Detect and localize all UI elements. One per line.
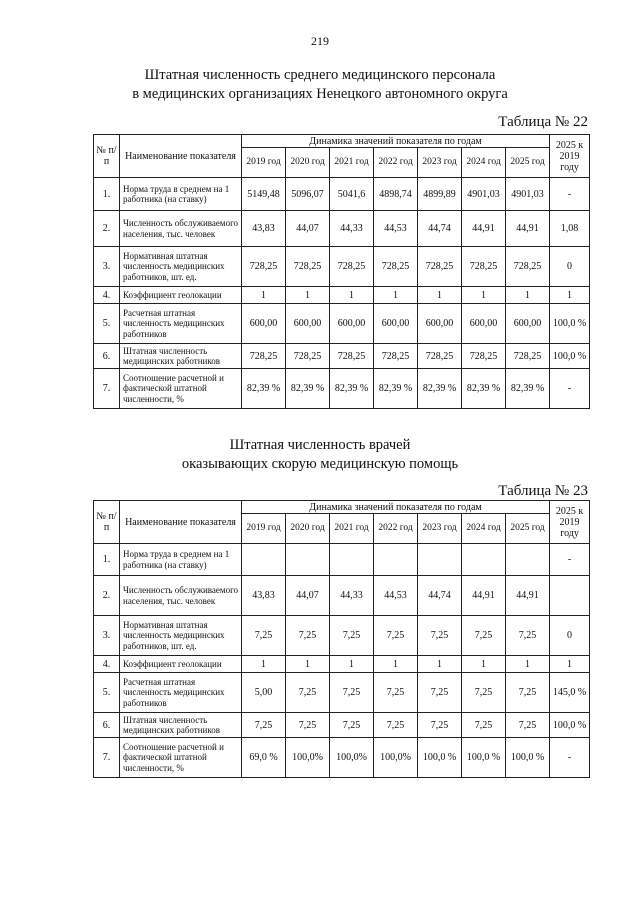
year-value	[286, 544, 330, 576]
year-value: 44,07	[286, 211, 330, 247]
header-year: 2020 год	[286, 148, 330, 178]
year-value: 7,25	[418, 616, 462, 656]
year-value: 82,39 %	[242, 369, 286, 409]
indicator-name: Расчетная штатная численность медицинских работников	[120, 304, 242, 344]
year-value: 1	[242, 656, 286, 673]
total-change: 1,08	[550, 211, 590, 247]
year-value: 1	[506, 656, 550, 673]
row-number: 3.	[94, 616, 120, 656]
row-number: 6.	[94, 344, 120, 369]
year-value: 7,25	[506, 616, 550, 656]
year-value: 44,07	[286, 576, 330, 616]
total-change: 145,0 %	[550, 673, 590, 713]
year-value: 728,25	[418, 344, 462, 369]
table-row	[94, 713, 590, 738]
header-year: 2019 год	[242, 514, 286, 544]
table-23-heading	[0, 436, 640, 474]
header-dynamics: Динамика значений показателя по годам	[242, 501, 550, 514]
header-year: 2022 год	[374, 148, 418, 178]
header-indicator-name: Наименование показателя	[120, 135, 242, 178]
year-value: 7,25	[462, 713, 506, 738]
table-row	[94, 287, 590, 304]
table-22-label: Таблица № 22	[498, 114, 588, 130]
table-row	[94, 247, 590, 287]
total-change: 1	[550, 656, 590, 673]
year-value: 69,0 %	[242, 738, 286, 778]
header-year: 2022 год	[374, 514, 418, 544]
row-number: 1.	[94, 544, 120, 576]
year-value: 5041,6	[330, 178, 374, 211]
total-change: 100,0 %	[550, 344, 590, 369]
indicator-name: Нормативная штатная численность медицинских работников, шт. ед.	[120, 616, 242, 656]
table-22-heading-line-2: в медицинских организациях Ненецкого автономного округа	[132, 86, 508, 102]
year-value: 43,83	[242, 211, 286, 247]
row-number: 7.	[94, 369, 120, 409]
year-value: 100,0 %	[418, 738, 462, 778]
header-year: 2021 год	[330, 514, 374, 544]
year-value: 4901,03	[462, 178, 506, 211]
year-value: 5149,48	[242, 178, 286, 211]
header-year: 2024 год	[462, 148, 506, 178]
year-value: 7,25	[374, 616, 418, 656]
year-value: 7,25	[242, 616, 286, 656]
indicator-name: Расчетная штатная численность медицинских работников	[120, 673, 242, 713]
year-value: 7,25	[418, 713, 462, 738]
year-value: 82,39 %	[374, 369, 418, 409]
row-number: 2.	[94, 576, 120, 616]
year-value: 44,91	[506, 211, 550, 247]
header-number: № п/п	[94, 135, 120, 178]
total-change: 100,0 %	[550, 304, 590, 344]
year-value: 1	[242, 287, 286, 304]
row-number: 4.	[94, 656, 120, 673]
year-value: 100,0 %	[506, 738, 550, 778]
year-value	[506, 544, 550, 576]
year-value: 44,53	[374, 211, 418, 247]
total-change: -	[550, 178, 590, 211]
year-value: 7,25	[330, 616, 374, 656]
table-row	[94, 576, 590, 616]
year-value	[330, 544, 374, 576]
year-value: 1	[374, 287, 418, 304]
indicator-name: Коэффициент геолокации	[120, 287, 242, 304]
year-value: 728,25	[242, 344, 286, 369]
year-value: 728,25	[330, 247, 374, 287]
year-value: 44,74	[418, 576, 462, 616]
year-value: 728,25	[462, 247, 506, 287]
year-value: 5096,07	[286, 178, 330, 211]
year-value: 4898,74	[374, 178, 418, 211]
year-value: 600,00	[330, 304, 374, 344]
year-value: 1	[506, 287, 550, 304]
year-value: 1	[418, 287, 462, 304]
year-value: 44,74	[418, 211, 462, 247]
year-value: 728,25	[374, 344, 418, 369]
year-value: 600,00	[242, 304, 286, 344]
year-value: 100,0%	[286, 738, 330, 778]
year-value: 1	[374, 656, 418, 673]
table-23-heading-line-1: Штатная численность врачей	[229, 437, 411, 453]
header-year: 2020 год	[286, 514, 330, 544]
indicator-name: Норма труда в среднем на 1 работника (на ставку)	[120, 544, 242, 576]
year-value: 1	[418, 656, 462, 673]
year-value: 7,25	[462, 673, 506, 713]
table-23	[93, 500, 590, 778]
year-value: 728,25	[462, 344, 506, 369]
year-value: 600,00	[462, 304, 506, 344]
year-value: 728,25	[286, 344, 330, 369]
indicator-name: Норма труда в среднем на 1 работника (на ставку)	[120, 178, 242, 211]
header-year: 2019 год	[242, 148, 286, 178]
year-value: 7,25	[286, 616, 330, 656]
header-year: 2024 год	[462, 514, 506, 544]
year-value	[462, 544, 506, 576]
year-value: 7,25	[374, 713, 418, 738]
row-number: 5.	[94, 673, 120, 713]
table-22-heading	[0, 66, 640, 104]
indicator-name: Численность обслуживаемого населения, тыс. человек	[120, 211, 242, 247]
table-row	[94, 304, 590, 344]
header-number: № п/п	[94, 501, 120, 544]
table-row	[94, 673, 590, 713]
table-row	[94, 211, 590, 247]
year-value: 1	[462, 656, 506, 673]
year-value: 100,0%	[374, 738, 418, 778]
year-value: 600,00	[286, 304, 330, 344]
row-number: 5.	[94, 304, 120, 344]
year-value: 1	[462, 287, 506, 304]
total-change: -	[550, 738, 590, 778]
year-value: 7,25	[330, 673, 374, 713]
indicator-name: Коэффициент геолокации	[120, 656, 242, 673]
year-value: 100,0 %	[462, 738, 506, 778]
year-value: 728,25	[506, 247, 550, 287]
header-year: 2025 год	[506, 148, 550, 178]
row-number: 6.	[94, 713, 120, 738]
header-indicator-name: Наименование показателя	[120, 501, 242, 544]
row-number: 2.	[94, 211, 120, 247]
total-change	[550, 576, 590, 616]
year-value: 728,25	[330, 344, 374, 369]
total-change: -	[550, 369, 590, 409]
year-value: 7,25	[242, 713, 286, 738]
year-value	[374, 544, 418, 576]
year-value: 1	[330, 287, 374, 304]
total-change: 1	[550, 287, 590, 304]
row-number: 7.	[94, 738, 120, 778]
year-value: 1	[286, 656, 330, 673]
header-2025-vs-2019: 2025 к 2019 году	[550, 135, 590, 178]
indicator-name: Нормативная штатная численность медицинских работников, шт. ед.	[120, 247, 242, 287]
header-2025-vs-2019: 2025 к 2019 году	[550, 501, 590, 544]
year-value: 7,25	[506, 673, 550, 713]
total-change: 100,0 %	[550, 713, 590, 738]
year-value: 7,25	[286, 713, 330, 738]
indicator-name: Численность обслуживаемого населения, тыс. человек	[120, 576, 242, 616]
year-value: 44,33	[330, 576, 374, 616]
year-value: 82,39 %	[418, 369, 462, 409]
table-row	[94, 616, 590, 656]
year-value: 728,25	[286, 247, 330, 287]
header-year: 2025 год	[506, 514, 550, 544]
indicator-name: Штатная численность медицинских работников	[120, 713, 242, 738]
header-year: 2023 год	[418, 514, 462, 544]
table-row	[94, 344, 590, 369]
year-value: 728,25	[418, 247, 462, 287]
year-value: 1	[286, 287, 330, 304]
indicator-name: Соотношение расчетной и фактической штатной численности, %	[120, 369, 242, 409]
header-year: 2023 год	[418, 148, 462, 178]
row-number: 1.	[94, 178, 120, 211]
year-value: 4901,03	[506, 178, 550, 211]
year-value	[242, 544, 286, 576]
year-value: 43,83	[242, 576, 286, 616]
total-change: 0	[550, 247, 590, 287]
indicator-name: Соотношение расчетной и фактической штатной численности, %	[120, 738, 242, 778]
year-value: 728,25	[374, 247, 418, 287]
year-value: 600,00	[418, 304, 462, 344]
indicator-name: Штатная численность медицинских работников	[120, 344, 242, 369]
year-value: 7,25	[506, 713, 550, 738]
year-value: 82,39 %	[462, 369, 506, 409]
table-row	[94, 656, 590, 673]
header-dynamics: Динамика значений показателя по годам	[242, 135, 550, 148]
header-year: 2021 год	[330, 148, 374, 178]
year-value: 600,00	[506, 304, 550, 344]
page-number: 219	[311, 34, 329, 48]
year-value: 44,53	[374, 576, 418, 616]
year-value: 44,33	[330, 211, 374, 247]
year-value: 7,25	[462, 616, 506, 656]
year-value	[418, 544, 462, 576]
table-row	[94, 738, 590, 778]
year-value: 7,25	[374, 673, 418, 713]
year-value: 1	[330, 656, 374, 673]
year-value: 728,25	[242, 247, 286, 287]
table-23-heading-line-2: оказывающих скорую медицинскую помощь	[181, 456, 459, 472]
year-value: 600,00	[374, 304, 418, 344]
year-value: 82,39 %	[286, 369, 330, 409]
year-value: 5,00	[242, 673, 286, 713]
total-change: 0	[550, 616, 590, 656]
year-value: 44,91	[506, 576, 550, 616]
table-row	[94, 544, 590, 576]
year-value: 44,91	[462, 576, 506, 616]
year-value: 7,25	[286, 673, 330, 713]
year-value: 100,0%	[330, 738, 374, 778]
year-value: 82,39 %	[506, 369, 550, 409]
year-value: 728,25	[506, 344, 550, 369]
row-number: 3.	[94, 247, 120, 287]
table-23-label: Таблица № 23	[498, 483, 588, 499]
table-22-heading-line-1: Штатная численность среднего медицинского персонала	[144, 67, 496, 83]
total-change: -	[550, 544, 590, 576]
table-row	[94, 178, 590, 211]
year-value: 82,39 %	[330, 369, 374, 409]
row-number: 4.	[94, 287, 120, 304]
year-value: 7,25	[418, 673, 462, 713]
year-value: 44,91	[462, 211, 506, 247]
year-value: 7,25	[330, 713, 374, 738]
table-row	[94, 369, 590, 409]
year-value: 4899,89	[418, 178, 462, 211]
table-22	[93, 134, 590, 409]
